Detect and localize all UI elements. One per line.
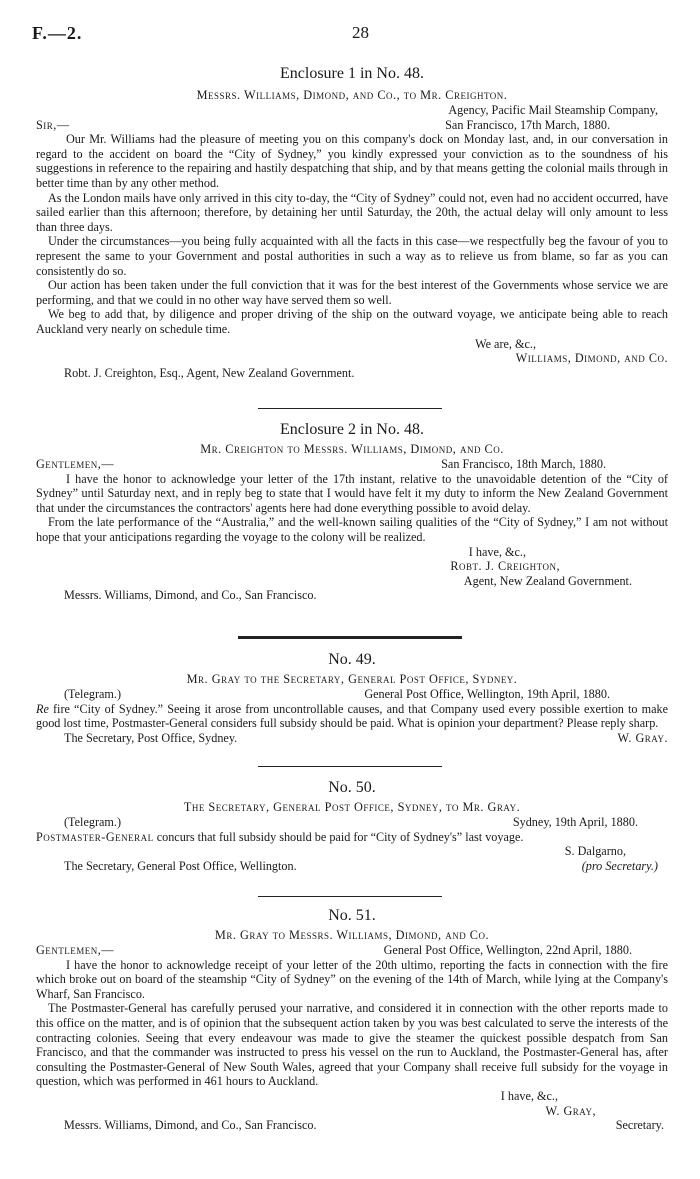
enclosure-1-paragraph-5: We beg to add that, by diligence and proper driving of the ship on the outward voyage, we anticipate being able to reach Auckland very nearly on schedule time.	[36, 307, 668, 336]
no-49-from: Mr. Gray to the Secretary, General Post Office, Sydney.	[186, 672, 518, 686]
no-50-signature: S. Dalgarno,	[564, 844, 626, 859]
no-49	[36, 650, 668, 745]
enclosure-2-addressee: Messrs. Williams, Dimond, and Co., San Francisco.	[64, 588, 317, 603]
no-51-from: Mr. Gray to Messrs. Williams, Dimond, and Co.	[214, 928, 490, 942]
enclosure-1-address-2: San Francisco, 17th March, 1880.	[445, 117, 610, 132]
enclosure-1-paragraph-1: Our Mr. Williams had the pleasure of meeting you on this company's dock on Monday last, and, in our conversation in regard to the accident on board the “City of Sydney,” you kindly expressed your conviction as to the soundness of his suggestions in reference to the repairing and hastily despatching that ship, and by that means getting the colonial mails through in better time than by any other method.	[36, 132, 668, 190]
enclosure-2-paragraph-2: From the late performance of the “Australia,” and the well-known sailing qualities of the “City of Sydney,” I am not without hope that your anticipations regarding the voyage to the colony will be realized.	[36, 515, 668, 544]
no-50-from: The Secretary, General Post Office, Sydney, to Mr. Gray.	[183, 800, 521, 814]
divider-thick	[238, 636, 462, 639]
enclosure-1-paragraph-4: Our action has been taken under the full conviction that it was for the best interest of the Governments whose service we are performing, and that we could in no other way have served them so well.	[36, 278, 668, 307]
enclosure-1-paragraph-2: As the London mails have only arrived in this city to-day, the “City of Sydney” could not, even had no accident occurred, have sailed earlier than this afternoon; therefore, by detaining her until Saturday, the 20th, the actual delay will only amount to less than three days.	[36, 190, 668, 234]
enclosure-2-salutation: Gentlemen,—	[36, 457, 115, 471]
enclosure-1-address-1: Agency, Pacific Mail Steamship Company,	[448, 103, 658, 117]
page-header	[32, 23, 660, 48]
enclosure-1-paragraph-3: Under the circumstances—you being fully acquainted with all the facts in this case—we respectfully beg the favour of you to represent the same to your Government and postal authorities in such a way as to relieve us from blame, so far as you can consistently do so.	[36, 234, 668, 278]
divider	[258, 766, 442, 767]
no-51-title: No. 51.	[328, 907, 376, 924]
enclosure-1-salutation: Sir,—	[36, 117, 70, 132]
enclosure-2-title: Enclosure 2 in No. 48.	[280, 421, 424, 438]
no-49-telegram: (Telegram.)	[64, 687, 122, 701]
no-50-body: concurs that full subsidy should be paid for “City of Sydney's” last voyage.	[156, 829, 524, 844]
no-50-pro-secretary: (pro Secretary.)	[581, 858, 658, 873]
page-number: 28	[352, 23, 369, 42]
enclosure-2-paragraph-1: I have the honor to acknowledge your letter of the 17th instant, relative to the unavoidable detention of the “City of Sydney” until Saturday next, and in reply beg to state that I would have felt it my duty to inform the New Zealand Government that under the circumstances the contractors' agents here had done everything possible to avoid delay.	[36, 471, 668, 515]
no-49-re: Re	[36, 701, 49, 716]
enclosure-1-signature: Williams, Dimond, and Co.	[515, 351, 668, 366]
enclosure-2-close: I have, &c.,	[468, 544, 526, 559]
divider	[258, 408, 442, 409]
no-50-telegram: (Telegram.)	[64, 815, 122, 829]
no-51-signature-title: Secretary.	[615, 1118, 664, 1133]
enclosure-2-signature: Robt. J. Creighton,	[450, 559, 560, 574]
enclosure-1-from: Messrs. Williams, Dimond, and Co., to Mr. Creighton.	[196, 88, 508, 102]
no-51-salutation: Gentlemen,—	[36, 943, 115, 957]
no-51-date: General Post Office, Wellington, 22nd April, 1880.	[383, 943, 632, 957]
no-49-title: No. 49.	[328, 651, 376, 668]
enclosure-1-addressee: Robt. J. Creighton, Esq., Agent, New Zealand Government.	[64, 365, 355, 380]
no-50	[36, 778, 668, 873]
no-49-signature: W. Gray.	[617, 730, 668, 745]
no-51	[36, 906, 668, 1133]
series-code: F.—2.	[32, 23, 83, 43]
enclosure-2-date: San Francisco, 18th March, 1880.	[441, 457, 606, 471]
no-49-date: General Post Office, Wellington, 19th April, 1880.	[364, 687, 610, 701]
no-50-addressee: The Secretary, General Post Office, Wellington.	[64, 858, 297, 873]
no-51-paragraph-1: I have the honor to acknowledge receipt of your letter of the 20th ultimo, reporting the facts in connection with the fire which broke out on board of the steamship “City of Sydney” on the evening of the 14th of March, while lying at the Company's Wharf, San Francisco.	[36, 957, 668, 1001]
enclosure-1	[36, 64, 668, 380]
enclosure-2-signature-title: Agent, New Zealand Government.	[463, 573, 632, 588]
no-51-signature: W. Gray,	[545, 1103, 596, 1118]
no-50-title: No. 50.	[328, 779, 376, 796]
enclosure-2	[36, 420, 668, 603]
no-50-postmaster-general: Postmaster-General	[36, 829, 154, 844]
enclosure-1-title: Enclosure 1 in No. 48.	[280, 65, 424, 82]
enclosure-1-close: We are, &c.,	[475, 336, 536, 351]
enclosure-2-from: Mr. Creighton to Messrs. Williams, Dimond, and Co.	[200, 442, 504, 456]
divider	[258, 896, 442, 897]
no-51-addressee: Messrs. Williams, Dimond, and Co., San Francisco.	[64, 1118, 317, 1133]
no-49-body: fire “City of Sydney.” Seeing it arose from uncontrollable causes, and that Company used every possible exertion to make good lost time, Postmaster-General considers full subsidy should be paid. What is opinion your department? Please reply sharp.	[36, 701, 669, 731]
no-49-addressee: The Secretary, Post Office, Sydney.	[64, 730, 238, 745]
no-51-close: I have, &c.,	[500, 1088, 558, 1103]
no-51-paragraph-2: The Postmaster-General has carefully perused your narrative, and considered it in connection with the other reports made to this office on the matter, and is of opinion that the subsequent action taken by you was best calculated to serve the interests of the contracting colonies. Seeing that every endeavour was made to give the steamer the quickest possible despatch from San Francisco, and that the commander was instructed to press his vessel on the run to Auckland, the Postmaster-General has, after consulting the Postmaster-General of New South Wales, agreed that your Company shall receive full subsidy for the voyage in question, which was performed in 461 hours to Auckland.	[36, 1001, 668, 1089]
no-50-date: Sydney, 19th April, 1880.	[512, 815, 638, 829]
